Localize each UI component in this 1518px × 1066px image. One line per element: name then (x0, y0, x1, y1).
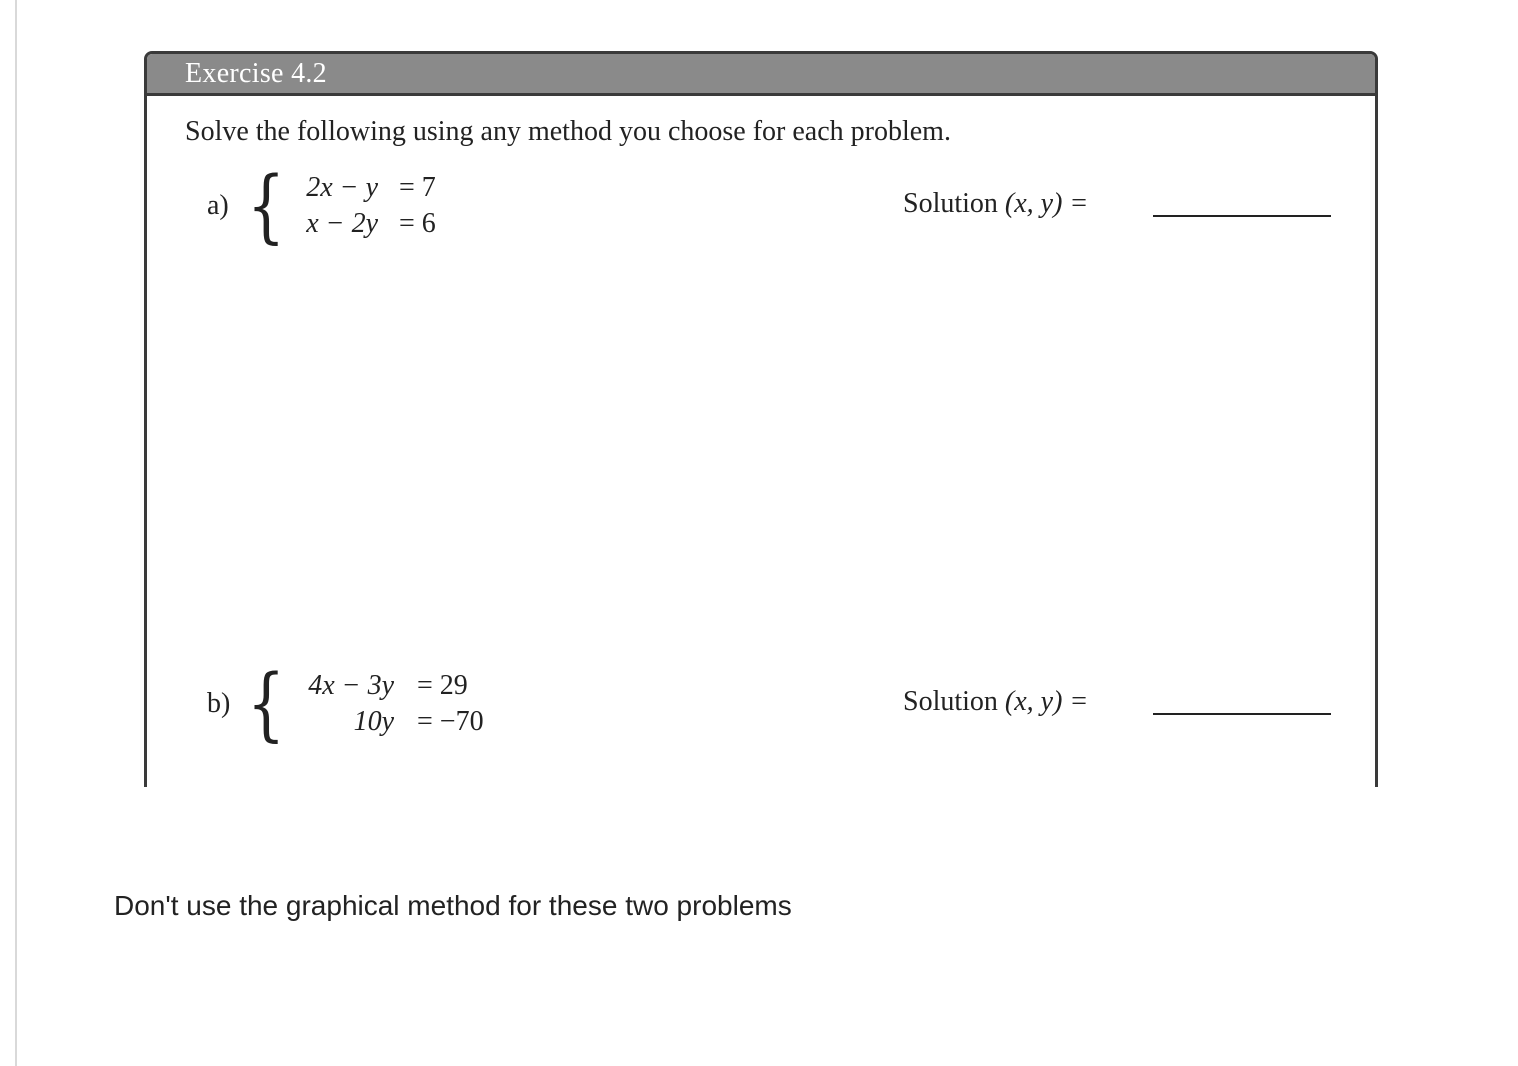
left-brace-icon: { (247, 159, 286, 252)
left-border-rule (15, 0, 17, 1066)
solution-math: (x, y) = (1004, 686, 1089, 717)
problem-label: b) (207, 688, 231, 719)
answer-blank[interactable] (1153, 215, 1331, 217)
exercise-title: Exercise 4.2 (185, 58, 327, 89)
exercise-box (144, 51, 1378, 787)
solution-label: Solution (903, 686, 998, 717)
instruction-note: Don't use the graphical method for these two problems (114, 890, 792, 921)
equation-lhs: x − 2y (306, 208, 378, 239)
equation-rhs: = 29 (417, 670, 468, 701)
solution-prompt (903, 188, 1088, 220)
equation-rhs: = 7 (399, 172, 436, 203)
left-brace-icon: { (247, 657, 286, 750)
equation-lhs: 4x − 3y (308, 670, 394, 701)
equation-rhs: = 6 (399, 208, 436, 239)
problem-label: a) (207, 190, 229, 221)
equation-lhs: 10y (353, 706, 394, 737)
problem-b (147, 657, 1375, 750)
exercise-header (147, 54, 1375, 96)
equation-lhs: 2x − y (306, 172, 378, 203)
answer-blank[interactable] (1153, 713, 1331, 715)
problem-a (147, 159, 1375, 252)
exercise-instructions: Solve the following using any method you choose for each problem. (185, 116, 951, 147)
solution-label: Solution (903, 188, 998, 219)
solution-prompt (903, 686, 1088, 718)
solution-math: (x, y) = (1004, 188, 1089, 219)
equation-rhs: = −70 (417, 706, 484, 737)
